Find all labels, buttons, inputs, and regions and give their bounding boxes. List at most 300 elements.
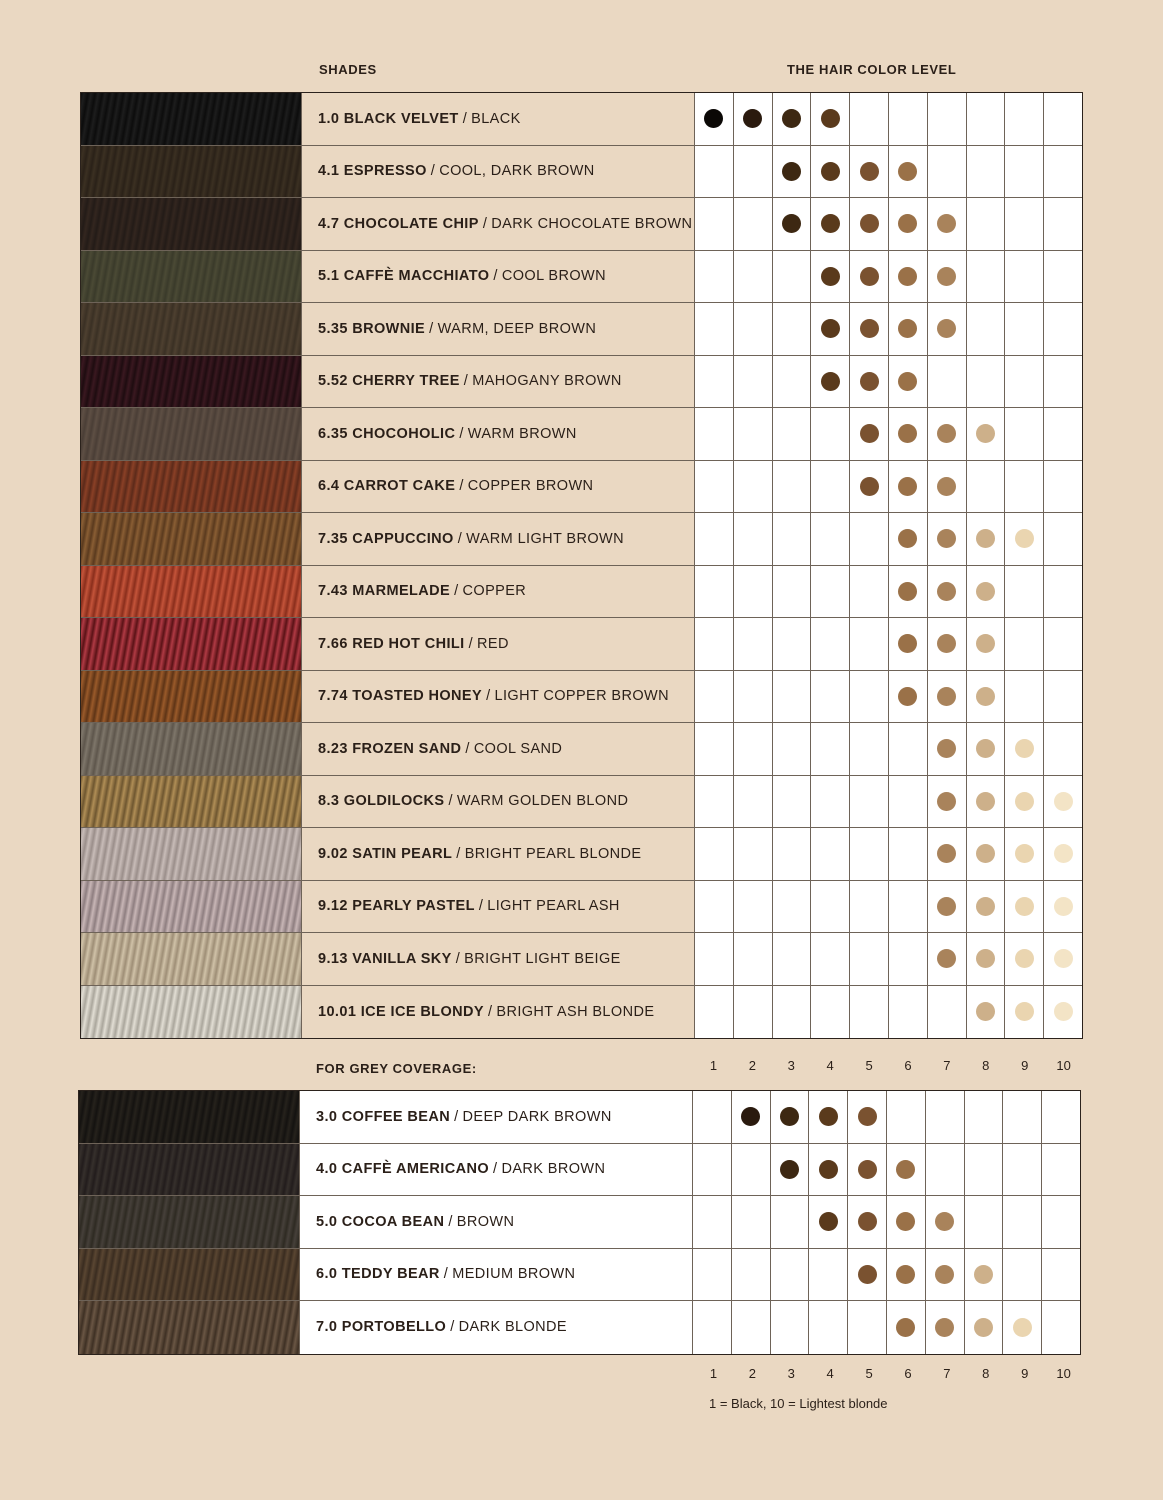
level-cell — [1003, 1301, 1042, 1354]
label-separator: / — [468, 635, 474, 652]
level-cell — [734, 513, 773, 565]
shade-code: 4.7 CHOCOLATE CHIP — [318, 215, 479, 232]
shade-label — [302, 828, 695, 880]
level-cell — [1044, 671, 1082, 723]
level-cell — [811, 146, 850, 198]
shade-label — [302, 933, 695, 985]
level-cell — [1044, 93, 1082, 145]
level-cell — [1042, 1196, 1080, 1248]
shade-row — [81, 356, 1082, 409]
level-cell — [1042, 1091, 1080, 1143]
level-dot — [860, 319, 879, 338]
level-cell — [695, 881, 734, 933]
shade-code: 5.52 CHERRY TREE — [318, 373, 460, 390]
level-cell — [1005, 408, 1044, 460]
level-axis-bottom — [694, 1366, 1083, 1381]
shade-label — [302, 93, 695, 145]
level-cell — [889, 723, 928, 775]
level-cell — [1005, 303, 1044, 355]
level-dot — [937, 477, 956, 496]
level-cell — [889, 671, 928, 723]
level-cell — [1005, 776, 1044, 828]
level-cell — [967, 198, 1006, 250]
level-cell — [771, 1196, 810, 1248]
level-cell — [734, 881, 773, 933]
level-cell — [1005, 461, 1044, 513]
level-dot — [821, 372, 840, 391]
shade-row — [81, 723, 1082, 776]
level-cell — [773, 356, 812, 408]
level-cells — [693, 1196, 1080, 1248]
hair-swatch-image — [81, 408, 302, 460]
hair-swatch-image — [81, 881, 302, 933]
level-cell — [928, 513, 967, 565]
level-axis-label: 6 — [904, 1058, 912, 1073]
shade-code: 5.0 COCOA BEAN — [316, 1213, 445, 1230]
level-cell — [734, 461, 773, 513]
level-dot — [704, 109, 723, 128]
level-cell — [811, 933, 850, 985]
shade-label — [302, 566, 695, 618]
level-dot — [858, 1160, 877, 1179]
level-cell — [889, 146, 928, 198]
shade-row — [81, 933, 1082, 986]
shade-code: 7.74 TOASTED HONEY — [318, 688, 483, 705]
level-cell — [889, 251, 928, 303]
shade-row — [81, 986, 1082, 1039]
level-axis-top — [694, 1058, 1083, 1073]
level-cell — [734, 723, 773, 775]
shade-description: BLACK — [471, 110, 521, 127]
level-dot — [780, 1107, 799, 1126]
level-axis-label: 5 — [865, 1058, 873, 1073]
level-axis-label: 5 — [865, 1366, 873, 1381]
level-dot — [976, 844, 995, 863]
shade-code: 3.0 COFFEE BEAN — [316, 1108, 451, 1125]
level-dot — [1054, 1002, 1073, 1021]
shade-row — [79, 1144, 1080, 1197]
level-cell — [1044, 881, 1082, 933]
level-cells — [695, 671, 1082, 723]
level-cell — [695, 986, 734, 1039]
level-cell — [695, 303, 734, 355]
shade-description: LIGHT COPPER BROWN — [494, 688, 670, 705]
shade-label — [300, 1144, 693, 1196]
level-cell — [967, 933, 1006, 985]
label-separator: / — [457, 530, 463, 547]
level-axis-label: 7 — [943, 1058, 951, 1073]
shade-code: 7.0 PORTOBELLO — [316, 1319, 447, 1336]
level-cell — [811, 198, 850, 250]
level-dot — [976, 1002, 995, 1021]
level-cell — [734, 933, 773, 985]
level-dot — [898, 582, 917, 601]
shade-row — [81, 408, 1082, 461]
level-cell — [850, 618, 889, 670]
shade-row — [81, 776, 1082, 829]
level-dot — [976, 582, 995, 601]
level-axis-label: 7 — [943, 1366, 951, 1381]
shade-row — [81, 513, 1082, 566]
level-cell — [889, 198, 928, 250]
level-cell — [695, 671, 734, 723]
shade-label — [302, 881, 695, 933]
level-cell — [1005, 723, 1044, 775]
level-cell — [809, 1196, 848, 1248]
level-dot — [860, 424, 879, 443]
level-dot — [780, 1160, 799, 1179]
level-dot — [819, 1107, 838, 1126]
level-cell — [889, 513, 928, 565]
level-cell — [1005, 933, 1044, 985]
hair-swatch-image — [79, 1301, 300, 1354]
level-dot — [1015, 844, 1034, 863]
shade-label — [302, 303, 695, 355]
shade-code: 9.12 PEARLY PASTEL — [318, 898, 475, 915]
shade-row — [79, 1091, 1080, 1144]
level-cell — [1005, 618, 1044, 670]
level-cell — [773, 303, 812, 355]
level-cell — [928, 671, 967, 723]
level-cell — [1044, 408, 1082, 460]
hair-swatch-image — [81, 723, 302, 775]
level-dot — [896, 1265, 915, 1284]
shade-description: DARK CHOCOLATE BROWN — [491, 215, 693, 232]
level-cell — [926, 1249, 965, 1301]
hair-swatch-image — [81, 93, 302, 145]
level-cell — [848, 1249, 887, 1301]
level-cell — [811, 356, 850, 408]
level-cell — [695, 723, 734, 775]
level-cell — [734, 828, 773, 880]
level-dot — [1015, 897, 1034, 916]
level-cell — [811, 303, 850, 355]
shade-code: 4.0 CAFFÈ AMERICANO — [316, 1161, 490, 1178]
level-dot — [976, 529, 995, 548]
grey-coverage-header: FOR GREY COVERAGE: — [316, 1061, 477, 1076]
level-dot — [858, 1212, 877, 1231]
level-cell — [811, 723, 850, 775]
level-cell — [773, 146, 812, 198]
label-separator: / — [443, 1266, 449, 1283]
level-cell — [773, 776, 812, 828]
level-cell — [809, 1144, 848, 1196]
level-dot — [782, 214, 801, 233]
level-cell — [695, 513, 734, 565]
level-dot — [782, 162, 801, 181]
label-separator: / — [459, 425, 464, 442]
level-cell — [695, 356, 734, 408]
shade-label — [302, 986, 695, 1039]
level-cell — [967, 566, 1006, 618]
level-cell — [771, 1249, 810, 1301]
level-dot — [935, 1265, 954, 1284]
level-cell — [889, 566, 928, 618]
shade-description: COOL SAND — [473, 740, 563, 757]
shade-code: 5.1 CAFFÈ MACCHIATO — [318, 268, 490, 285]
level-cell — [1005, 828, 1044, 880]
level-cell — [1044, 146, 1082, 198]
level-dot — [937, 844, 956, 863]
level-dot — [937, 897, 956, 916]
level-cell — [773, 513, 812, 565]
level-cell — [850, 671, 889, 723]
shade-label — [302, 723, 695, 775]
level-dot — [821, 214, 840, 233]
level-dot — [1015, 1002, 1034, 1021]
level-cell — [889, 93, 928, 145]
shade-code: 4.1 ESPRESSO — [318, 163, 427, 180]
hair-color-level-header: THE HAIR COLOR LEVEL — [787, 62, 957, 77]
label-separator: / — [487, 1003, 493, 1020]
level-cell — [1044, 776, 1082, 828]
level-cells — [695, 93, 1082, 145]
level-dot — [976, 949, 995, 968]
level-cell — [850, 776, 889, 828]
level-cell — [695, 566, 734, 618]
level-cell — [809, 1091, 848, 1143]
level-dot — [898, 162, 917, 181]
level-cell — [732, 1091, 771, 1143]
level-cell — [967, 93, 1006, 145]
level-cell — [811, 93, 850, 145]
level-dot — [898, 687, 917, 706]
level-dot — [937, 267, 956, 286]
level-cell — [811, 776, 850, 828]
level-cell — [967, 671, 1006, 723]
level-cell — [1005, 513, 1044, 565]
label-separator: / — [493, 268, 498, 285]
level-cells — [695, 146, 1082, 198]
level-dot — [1054, 844, 1073, 863]
level-cell — [1044, 198, 1082, 250]
level-axis-label: 4 — [826, 1058, 834, 1073]
level-cell — [928, 146, 967, 198]
level-cell — [695, 828, 734, 880]
level-cell — [811, 566, 850, 618]
level-cell — [850, 723, 889, 775]
level-cell — [811, 513, 850, 565]
level-cell — [695, 461, 734, 513]
level-cell — [773, 933, 812, 985]
level-cell — [773, 723, 812, 775]
level-cell — [734, 671, 773, 723]
level-cell — [1005, 146, 1044, 198]
shade-label — [302, 408, 695, 460]
hair-swatch-image — [79, 1196, 300, 1248]
level-cell — [850, 881, 889, 933]
level-dot — [898, 372, 917, 391]
level-dot — [1054, 897, 1073, 916]
label-separator: / — [454, 583, 459, 600]
level-cell — [732, 1144, 771, 1196]
level-cell — [734, 776, 773, 828]
shade-code: 8.3 GOLDILOCKS — [318, 793, 445, 810]
level-dot — [896, 1318, 915, 1337]
shade-description: MEDIUM BROWN — [452, 1266, 576, 1283]
level-cell — [967, 723, 1006, 775]
level-cell — [734, 146, 773, 198]
shade-label — [300, 1301, 693, 1354]
shade-description: COPPER — [462, 583, 527, 600]
level-cell — [734, 408, 773, 460]
shade-code: 7.66 RED HOT CHILI — [318, 635, 465, 652]
level-cell — [734, 566, 773, 618]
level-cell — [773, 461, 812, 513]
shade-label — [302, 198, 695, 250]
level-cell — [1005, 251, 1044, 303]
shade-label — [302, 618, 695, 670]
level-dot — [1013, 1318, 1032, 1337]
hair-swatch-image — [81, 356, 302, 408]
shade-description: DEEP DARK BROWN — [462, 1108, 612, 1125]
level-dot — [743, 109, 762, 128]
hair-swatch-image — [81, 303, 302, 355]
level-cell — [850, 986, 889, 1039]
level-cell — [889, 356, 928, 408]
level-dot — [935, 1212, 954, 1231]
shade-label — [302, 671, 695, 723]
level-cells — [695, 198, 1082, 250]
level-cell — [811, 881, 850, 933]
level-dot — [1015, 529, 1034, 548]
level-cell — [693, 1196, 732, 1248]
level-dot — [974, 1318, 993, 1337]
level-dot — [821, 109, 840, 128]
level-dot — [896, 1160, 915, 1179]
level-dot — [937, 792, 956, 811]
level-cell — [1003, 1144, 1042, 1196]
shade-label — [302, 513, 695, 565]
shade-row — [81, 461, 1082, 514]
hair-swatch-image — [81, 513, 302, 565]
level-axis-label: 2 — [748, 1366, 756, 1381]
level-axis-label: 3 — [787, 1366, 795, 1381]
level-cells — [693, 1249, 1080, 1301]
level-cell — [1044, 303, 1082, 355]
shade-code: 6.4 CARROT CAKE — [318, 478, 456, 495]
shade-code: 7.35 CAPPUCCINO — [318, 530, 454, 547]
level-cell — [773, 93, 812, 145]
shade-row — [79, 1196, 1080, 1249]
level-cell — [1042, 1301, 1080, 1354]
level-cells — [695, 513, 1082, 565]
shade-label — [302, 356, 695, 408]
label-separator: / — [448, 793, 453, 810]
level-axis-label: 10 — [1056, 1058, 1071, 1073]
shade-description: WARM, DEEP BROWN — [437, 320, 597, 337]
level-cell — [1044, 933, 1082, 985]
level-cells — [693, 1301, 1080, 1354]
level-cell — [967, 356, 1006, 408]
level-cell — [1003, 1249, 1042, 1301]
level-axis-label: 8 — [982, 1366, 990, 1381]
shade-code: 9.02 SATIN PEARL — [318, 845, 453, 862]
level-dot — [976, 897, 995, 916]
level-cell — [695, 408, 734, 460]
level-cell — [1044, 566, 1082, 618]
level-dot — [821, 267, 840, 286]
level-cell — [1003, 1196, 1042, 1248]
label-separator: / — [448, 1213, 453, 1230]
shade-label — [302, 146, 695, 198]
level-dot — [976, 792, 995, 811]
level-cells — [693, 1144, 1080, 1196]
shade-label — [302, 251, 695, 303]
level-cell — [773, 671, 812, 723]
level-cell — [1044, 356, 1082, 408]
level-cell — [928, 828, 967, 880]
label-separator: / — [456, 845, 461, 862]
level-dot — [782, 109, 801, 128]
level-axis-label: 3 — [787, 1058, 795, 1073]
level-dot — [821, 319, 840, 338]
shade-row — [79, 1301, 1080, 1354]
level-cells — [695, 356, 1082, 408]
shade-code: 6.0 TEDDY BEAR — [316, 1266, 440, 1283]
level-dot — [819, 1212, 838, 1231]
level-cells — [695, 618, 1082, 670]
level-axis-label: 10 — [1056, 1366, 1071, 1381]
level-cells — [695, 251, 1082, 303]
level-cell — [928, 198, 967, 250]
level-cell — [1003, 1091, 1042, 1143]
level-cell — [773, 198, 812, 250]
shade-description: BRIGHT ASH BLONDE — [496, 1003, 655, 1020]
level-cell — [773, 828, 812, 880]
level-dot — [898, 634, 917, 653]
level-cell — [1005, 986, 1044, 1039]
shade-description: MAHOGANY BROWN — [472, 373, 622, 390]
level-cell — [771, 1091, 810, 1143]
shade-description: DARK BLONDE — [458, 1319, 567, 1336]
shade-description: BRIGHT LIGHT BEIGE — [464, 950, 621, 967]
level-cell — [967, 881, 1006, 933]
level-dot — [1015, 949, 1034, 968]
shade-row — [79, 1249, 1080, 1302]
level-cell — [928, 356, 967, 408]
level-cell — [850, 408, 889, 460]
level-cell — [926, 1301, 965, 1354]
shade-row — [81, 671, 1082, 724]
level-cells — [695, 723, 1082, 775]
level-cell — [850, 356, 889, 408]
level-cell — [1044, 513, 1082, 565]
level-cells — [695, 828, 1082, 880]
level-cell — [850, 198, 889, 250]
level-cell — [965, 1301, 1004, 1354]
level-cell — [928, 933, 967, 985]
shade-description: WARM BROWN — [467, 425, 577, 442]
level-cells — [695, 408, 1082, 460]
level-cell — [967, 461, 1006, 513]
level-dot — [937, 214, 956, 233]
level-axis-label: 6 — [904, 1366, 912, 1381]
level-cell — [734, 93, 773, 145]
level-cell — [1044, 251, 1082, 303]
level-cell — [811, 986, 850, 1039]
level-cells — [695, 461, 1082, 513]
level-cell — [693, 1091, 732, 1143]
level-axis-label: 1 — [709, 1058, 718, 1073]
level-cell — [967, 251, 1006, 303]
shade-code: 9.13 VANILLA SKY — [318, 950, 452, 967]
label-separator: / — [465, 740, 470, 757]
level-cell — [889, 986, 928, 1039]
hair-swatch-image — [79, 1249, 300, 1301]
level-axis-label: 9 — [1021, 1366, 1029, 1381]
level-cell — [811, 828, 850, 880]
